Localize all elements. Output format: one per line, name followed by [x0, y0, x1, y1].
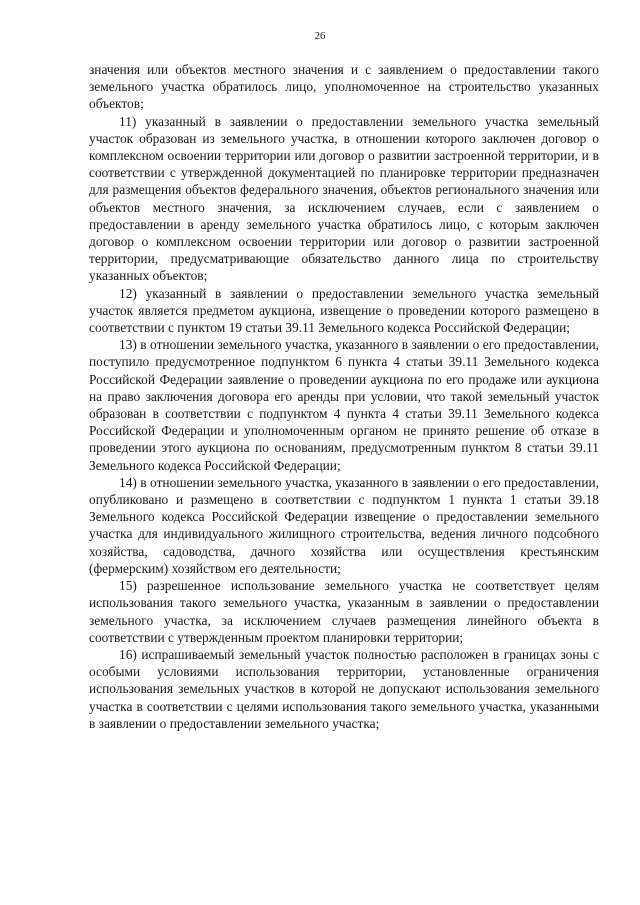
paragraph-item-11: 11) указанный в заявлении о предоставлении земельного участка земельный участок образован из земельного участка, в отношении которого заключен договор о комплексном освоении территории или договор о развитии застроенной территории, и в соответствии с утвержденной документацией по планировке территории предназначен для размещения объектов федерального значения, объектов регионального значения или объектов местного значения, за исключением случаев, если с заявлением о предоставлении в аренду земельного участка обратилось лицо, с которым заключен договор о комплексном освоении территории или договор о развитии застроенной территории, предусматривающие обязательство данного лица по строительству указанных объектов; [89, 113, 599, 284]
page-number: 26 [314, 30, 326, 42]
paragraph-item-13: 13) в отношении земельного участка, указанного в заявлении о его предоставлении, поступило предусмотренное подпунктом 6 пункта 4 статьи 39.11 Земельного кодекса Российской Федерации заявление о проведении аукциона по его продаже или аукциона на право заключения договора его аренды при условии, что такой земельный участок образован в соответствии с подпунктом 4 пункта 4 статьи 39.11 Земельного кодекса Российской Федерации и уполномоченным органом не принято решение об отказе в проведении этого аукциона по основаниям, предусмотренным пунктом 8 статьи 39.11 Земельного кодекса Российской Федерации; [89, 337, 599, 473]
paragraph-item-12: 12) указанный в заявлении о предоставлении земельного участка земельный участок является предметом аукциона, извещение о проведении которого размещено в соответствии с пунктом 19 статьи 39.11 Земельного кодекса Российской Федерации; [89, 285, 599, 336]
paragraph-item-15: 15) разрешенное использование земельного участка не соответствует целям использования такого земельного участка, указанным в заявлении о предоставлении земельного участка, за исключением случаев размещения линейного объекта в соответствии с утвержденным проектом планировки территории; [89, 578, 599, 645]
document-body [89, 61, 599, 732]
paragraph-item-16: 16) испрашиваемый земельный участок полностью расположен в границах зоны с особыми условиями использования территории, установленные ограничения использования земельных участков в которой не допускают использования земельного участка в соответствии с целями использования такого земельного участка, указанными в заявлении о предоставлении земельного участка; [89, 646, 599, 731]
paragraph-item-14: 14) в отношении земельного участка, указанного в заявлении о его предоставлении, опубликовано и размещено в соответствии с подпунктом 1 пункта 1 статьи 39.18 Земельного кодекса Российской Федерации извещение о предоставлении земельного участка для индивидуального жилищного строительства, ведения личного подсобного хозяйства, садоводства, дачного хозяйства или осуществления крестьянским (фермерским) хозяйством его деятельности; [89, 474, 599, 576]
paragraph-continuation: значения или объектов местного значения и с заявлением о предоставлении такого земельного участка обратилось лицо, уполномоченное на строительство указанных объектов; [89, 62, 599, 112]
